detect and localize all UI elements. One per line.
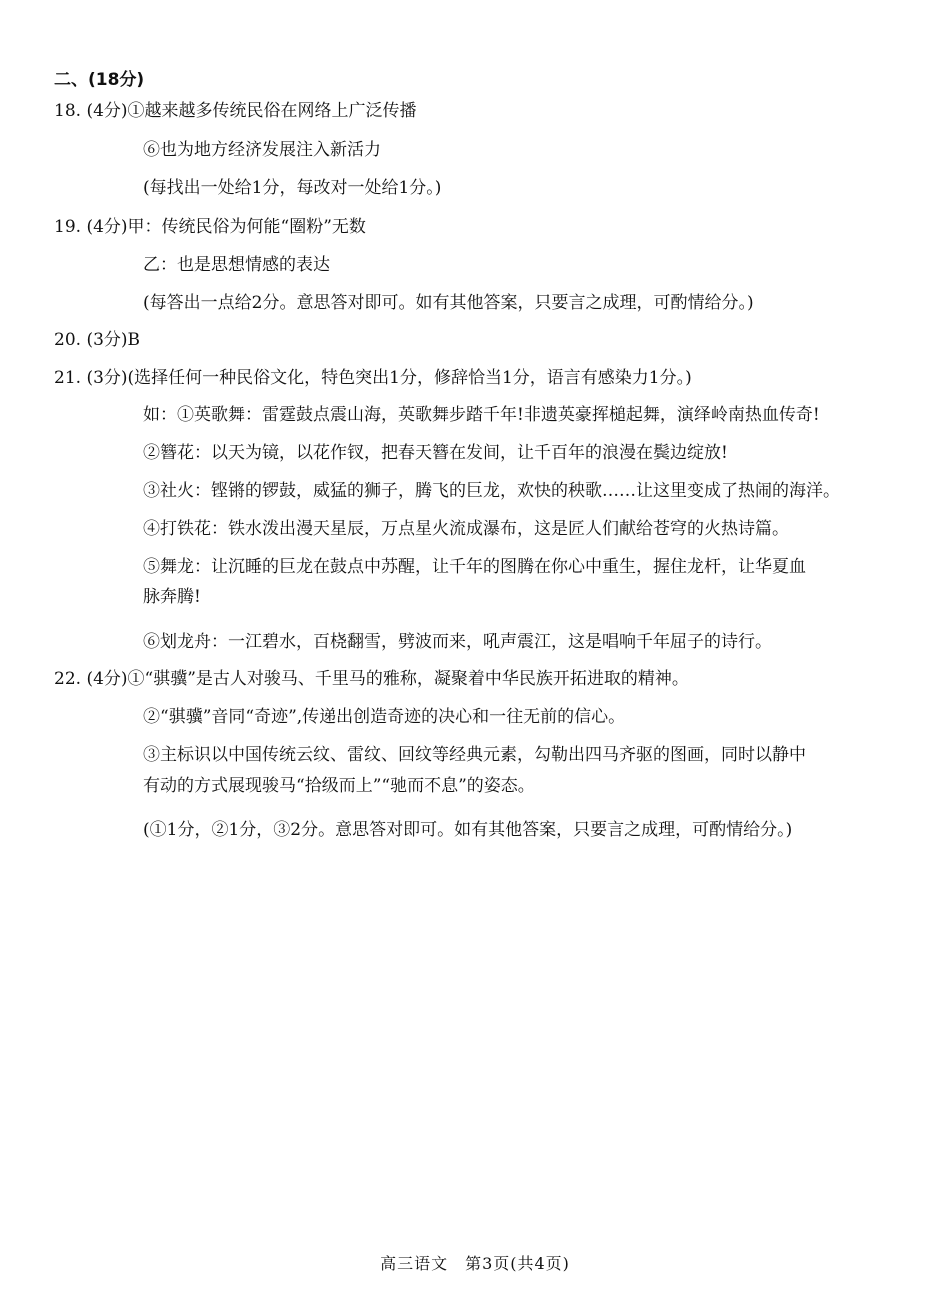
q22-scoring-note: (①1分，②1分，③2分。意思答对即可。如有其他答案，只要言之成理，可酌情给分。) [143, 820, 793, 840]
q20-answer: 20. (3分)B [54, 330, 141, 350]
q19-answer-line-2: 乙：也是思想情感的表达 [143, 255, 330, 275]
q21-answer-line-1: 21. (3分)(选择任何一种民俗文化，特色突出1分，修辞恰当1分，语言有感染力1分。) [54, 368, 692, 388]
q22-answer-line-4: 有动的方式展现骏马“拾级而上”“驰而不息”的姿态。 [143, 776, 535, 796]
q21-example-2: ②簪花：以天为镜，以花作钗，把春天簪在发间，让千百年的浪漫在鬓边绽放! [143, 443, 728, 463]
q18-scoring-note: (每找出一处给1分，每改对一处给1分。) [143, 178, 442, 198]
q22-answer-line-2: ②“骐骥”音同“奇迹”,传递出创造奇迹的决心和一往无前的信心。 [143, 707, 626, 727]
q21-example-5-line-1: ⑤舞龙：让沉睡的巨龙在鼓点中苏醒，让千年的图腾在你心中重生，握住龙杆，让华夏血 [143, 557, 806, 577]
q18-answer-line-2: ⑥也为地方经济发展注入新活力 [143, 140, 381, 160]
q18-answer-line-1: 18. (4分)①越来越多传统民俗在网络上广泛传播 [54, 101, 417, 121]
q21-example-5-line-2: 脉奔腾! [143, 587, 201, 607]
q21-example-4: ④打铁花：铁水泼出漫天星辰，万点星火流成瀑布，这是匠人们献给苍穹的火热诗篇。 [143, 519, 789, 539]
q21-example-1: 如：①英歌舞：雷霆鼓点震山海，英歌舞步踏千年!非遗英豪挥槌起舞，演绎岭南热血传奇! [143, 405, 820, 425]
q21-example-3: ③社火：铿锵的锣鼓，威猛的狮子，腾飞的巨龙，欢快的秧歌……让这里变成了热闹的海洋。 [143, 481, 840, 501]
q19-scoring-note: (每答出一点给2分。意思答对即可。如有其他答案，只要言之成理，可酌情给分。) [143, 293, 754, 313]
q22-answer-line-1: 22. (4分)①“骐骥”是古人对骏马、千里马的雅称，凝聚着中华民族开拓进取的精神。 [54, 669, 689, 689]
page-footer: 高三语文 第3页(共4页) [380, 1254, 570, 1273]
q21-example-6: ⑥划龙舟：一江碧水，百桡翻雪，劈波而来，吼声震江，这是唱响千年屈子的诗行。 [143, 632, 772, 652]
q22-answer-line-3: ③主标识以中国传统云纹、雷纹、回纹等经典元素，勾勒出四马齐驱的图画，同时以静中 [143, 745, 806, 765]
q19-answer-line-1: 19. (4分)甲：传统民俗为何能“圈粉”无数 [54, 217, 366, 237]
section-heading: 二、(18分) [54, 70, 145, 90]
